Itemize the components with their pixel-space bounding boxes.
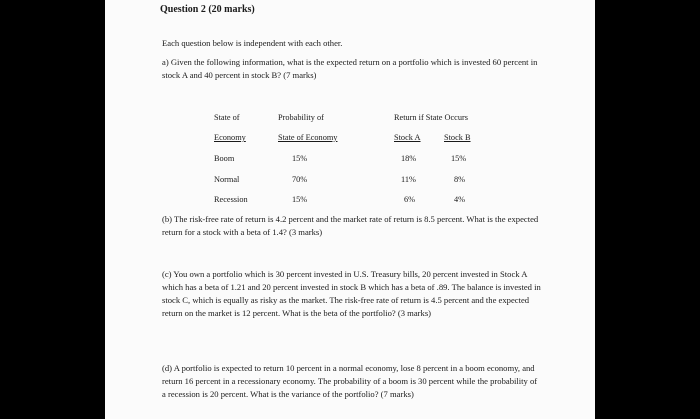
part-a-text: a) Given the following information, what is the expected return on a portfolio which is invested 60 percent in stock A and 40 percent in stock B? (7 marks) — [162, 57, 538, 80]
part-c-text: (c) You own a portfolio which is 30 percent invested in U.S. Treasury bills, 20 percent invested in Stock A which has a beta of 1.21 and 20 percent invested in stock B which has a beta of .89. The balance is invested in stock C, which is equally as risky as the market. The risk-free rate of return is 4.5 percent and the expected return on the market is 12 percent. What is the beta of the portfolio? (3 marks) — [162, 269, 541, 318]
header-state-line2: Economy — [214, 133, 246, 142]
row-boom-stock-a: 18% — [401, 154, 417, 163]
header-prob-line2: State of Economy — [278, 133, 338, 142]
part-d-text: (d) A portfolio is expected to return 10 percent in a normal economy, lose 8 percent in a boom economy, and return 16 percent in a recessionary economy. The probability of a boom is 30 percent while the probability of a recession is 20 percent. What is the variance of the portfolio? (7 marks) — [162, 363, 538, 399]
row-boom-state: Boom — [214, 154, 235, 163]
row-boom-prob: 15% — [292, 154, 308, 163]
header-stock-a: Stock A — [394, 133, 421, 142]
part-b-text: (b) The risk-free rate of return is 4.2 percent and the market rate of return is 8.5 percent. What is the expected return for a stock with a beta of 1.4? (3 marks) — [162, 214, 539, 237]
row-normal-stock-a: 11% — [401, 175, 416, 184]
question-title: Question 2 (20 marks) — [160, 4, 255, 15]
row-recession-stock-a: 6% — [404, 195, 416, 204]
row-recession-stock-b: 4% — [454, 195, 466, 204]
row-normal-state: Normal — [214, 175, 240, 184]
header-stock-b: Stock B — [444, 133, 471, 142]
document-page — [105, 0, 595, 419]
row-recession-state: Recession — [214, 195, 248, 204]
row-normal-prob: 70% — [292, 175, 308, 184]
row-boom-stock-b: 15% — [451, 154, 467, 163]
header-state-line1: State of — [214, 113, 240, 122]
header-prob-line1: Probability of — [278, 113, 324, 122]
intro-text: Each question below is independent with each other. — [162, 38, 343, 48]
row-recession-prob: 15% — [292, 195, 308, 204]
header-return: Return if State Occurs — [394, 113, 468, 122]
row-normal-stock-b: 8% — [454, 175, 466, 184]
